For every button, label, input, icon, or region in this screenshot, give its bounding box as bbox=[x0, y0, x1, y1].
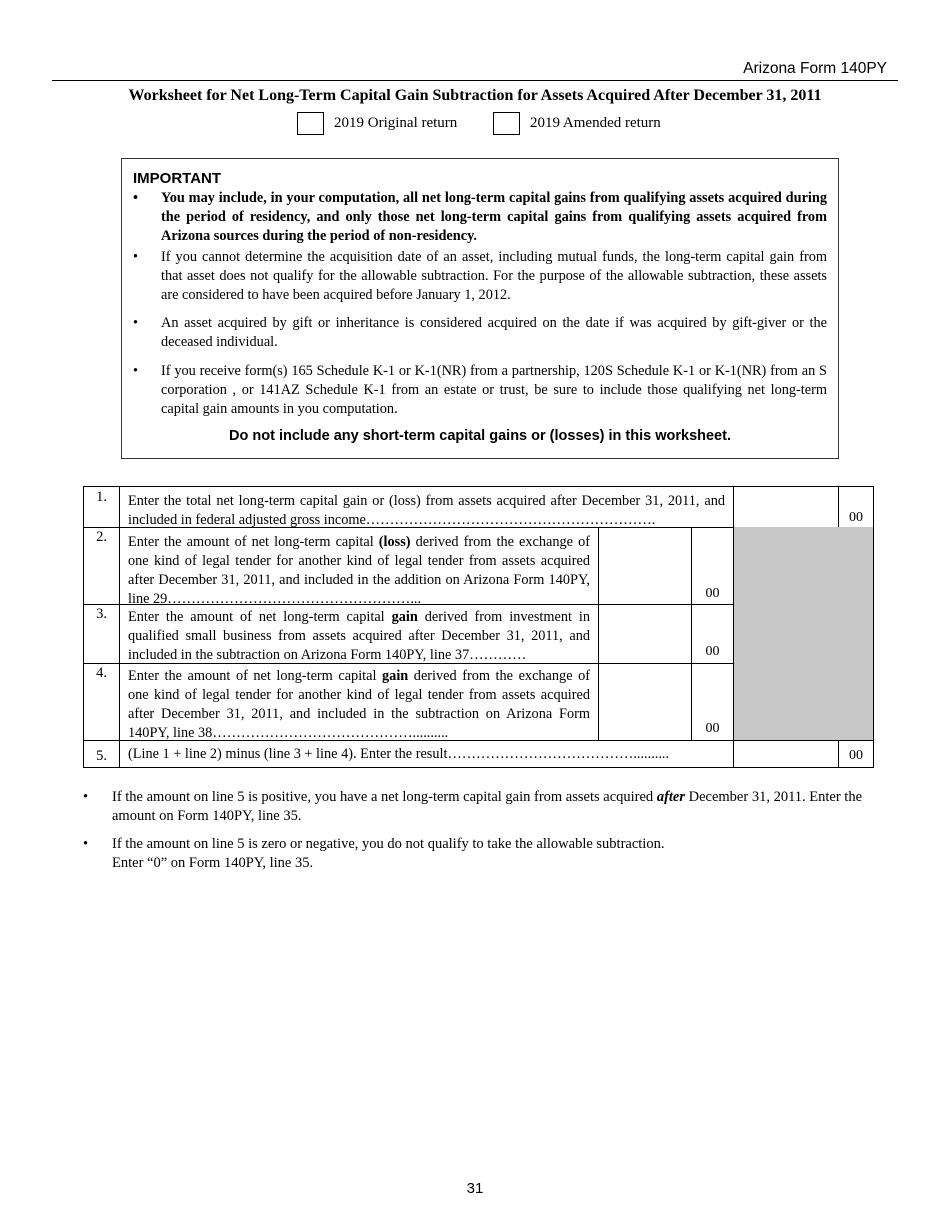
instructions-notes bbox=[83, 788, 883, 882]
worksheet-table bbox=[83, 486, 874, 768]
line-5-amount-field[interactable] bbox=[733, 740, 838, 768]
form-name: Arizona Form 140PY bbox=[743, 60, 887, 77]
important-heading: IMPORTANT bbox=[133, 170, 222, 187]
line-number: 1. bbox=[83, 486, 119, 528]
important-notice-box bbox=[121, 158, 839, 459]
important-bullet bbox=[133, 248, 827, 306]
important-bullet bbox=[133, 362, 827, 420]
note-zero-line-2: Enter “0” on Form 140PY, line 35. bbox=[112, 855, 314, 871]
bullet-icon: • bbox=[133, 362, 139, 379]
bullet-icon: • bbox=[83, 789, 89, 805]
line-3-text-end: derived from investment in qualified small business from assets acquired after December 31, 2011, and included in the subtraction on Arizona Form 140PY, line 37………… bbox=[128, 609, 590, 663]
amended-return-checkbox[interactable] bbox=[493, 112, 520, 135]
note-zero-line-1: If the amount on line 5 is zero or negative, you do not qualify to take the allowable subtraction. bbox=[112, 836, 665, 852]
important-footer: Do not include any short-term capital gains or (losses) in this worksheet. bbox=[229, 428, 731, 445]
line-2-cents: 00 bbox=[691, 527, 733, 605]
line-number: 2. bbox=[83, 527, 119, 605]
important-bullet bbox=[133, 314, 827, 352]
note-positive-text-start: If the amount on line 5 is positive, you have a net long-term capital gain from assets acquired bbox=[112, 789, 657, 805]
line-number: 4. bbox=[83, 663, 119, 741]
line-4-description bbox=[119, 663, 598, 741]
important-bullet-text: An asset acquired by gift or inheritance is considered acquired on the date if was acquired by gift-giver or the deceased individual. bbox=[161, 315, 827, 351]
line-2-description bbox=[119, 527, 598, 605]
line-1-cents: 00 bbox=[838, 486, 874, 528]
line-4-text-end: derived from the exchange of one kind of legal tender for another kind of legal tender from assets acquired after December 31, 2011, and included in the subtraction on Arizona Form 140PY, line 38…………………………………….......... bbox=[128, 668, 591, 741]
note-zero bbox=[83, 835, 883, 873]
line-5-description: (Line 1 + line 2) minus (line 3 + line 4). Enter the result………………………………….......... bbox=[119, 740, 733, 768]
line-3-cents: 00 bbox=[691, 604, 733, 664]
line-4-text-bold: gain bbox=[382, 668, 409, 684]
important-bullet bbox=[133, 189, 827, 247]
line-3-amount-field[interactable] bbox=[598, 604, 691, 664]
amended-return-option bbox=[493, 112, 661, 135]
line-4-cents: 00 bbox=[691, 663, 733, 741]
important-bullet-text: If you receive form(s) 165 Schedule K-1 or K-1(NR) from a partnership, 120S Schedule K-1 or K-1(NR) from an S corporation , or 141AZ Schedule K-1 from an estate or trust, be sure to include those qualifying net long-term capital gain amounts in you computation. bbox=[161, 362, 827, 418]
important-bullet-text: You may include, in your computation, all net long-term capital gains from qualifying assets acquired during the period of residency, and only those net long-term capital gains from qualifying assets acquired from Arizona sources during the period of non-residency. bbox=[161, 190, 827, 245]
line-2-text-bold: (loss) bbox=[378, 534, 411, 550]
line-1-description: Enter the total net long-term capital gain or (loss) from assets acquired after December 31, 2011, and included in federal adjusted gross income……………………………………………………. bbox=[119, 486, 733, 528]
line-4-text-start: Enter the amount of net long-term capital bbox=[128, 668, 383, 684]
line-number: 5. bbox=[83, 740, 119, 768]
bullet-icon: • bbox=[83, 836, 89, 852]
line-5-cents: 00 bbox=[838, 740, 874, 768]
page-title: Worksheet for Net Long-Term Capital Gain Subtraction for Assets Acquired After December 31, 2011 bbox=[128, 87, 822, 104]
original-return-option bbox=[297, 112, 457, 135]
line-1-amount-field[interactable] bbox=[733, 486, 838, 528]
line-2-amount-field[interactable] bbox=[598, 527, 691, 605]
bullet-icon: • bbox=[133, 315, 139, 332]
line-2-text-start: Enter the amount of net long-term capital bbox=[128, 534, 379, 550]
original-return-checkbox[interactable] bbox=[297, 112, 324, 135]
page-number: 31 bbox=[466, 1180, 484, 1197]
line-3-description bbox=[119, 604, 598, 664]
important-bullet-text: If you cannot determine the acquisition date of an asset, including mutual funds, the long-term capital gain from that asset does not qualify for the allowable subtraction. For the purpose of the allowable subtraction, these assets are considered to have been acquired before January 1, 2012. bbox=[161, 248, 827, 304]
line-2-text-end: derived from the exchange of one kind of legal tender for another kind of legal tender from assets acquired after December 31, 2011, and included in the addition on Arizona Form 140PY, line 29……………………………………………... bbox=[128, 534, 591, 607]
bullet-icon: • bbox=[133, 248, 139, 265]
line-4-amount-field[interactable] bbox=[598, 663, 691, 741]
line-3-text-bold: gain bbox=[391, 609, 418, 625]
note-positive bbox=[83, 788, 883, 826]
line-number: 3. bbox=[83, 604, 119, 664]
amended-return-label: 2019 Amended return bbox=[530, 115, 661, 131]
line-3-text-start: Enter the amount of net long-term capital bbox=[128, 609, 392, 625]
original-return-label: 2019 Original return bbox=[334, 115, 458, 131]
header-divider bbox=[52, 80, 898, 81]
bullet-icon: • bbox=[133, 190, 139, 206]
shaded-column bbox=[733, 527, 874, 741]
note-positive-text-end: December 31, 2011. Enter the amount on Form 140PY, line 35. bbox=[112, 789, 863, 824]
note-positive-emphasis: after bbox=[656, 789, 685, 805]
